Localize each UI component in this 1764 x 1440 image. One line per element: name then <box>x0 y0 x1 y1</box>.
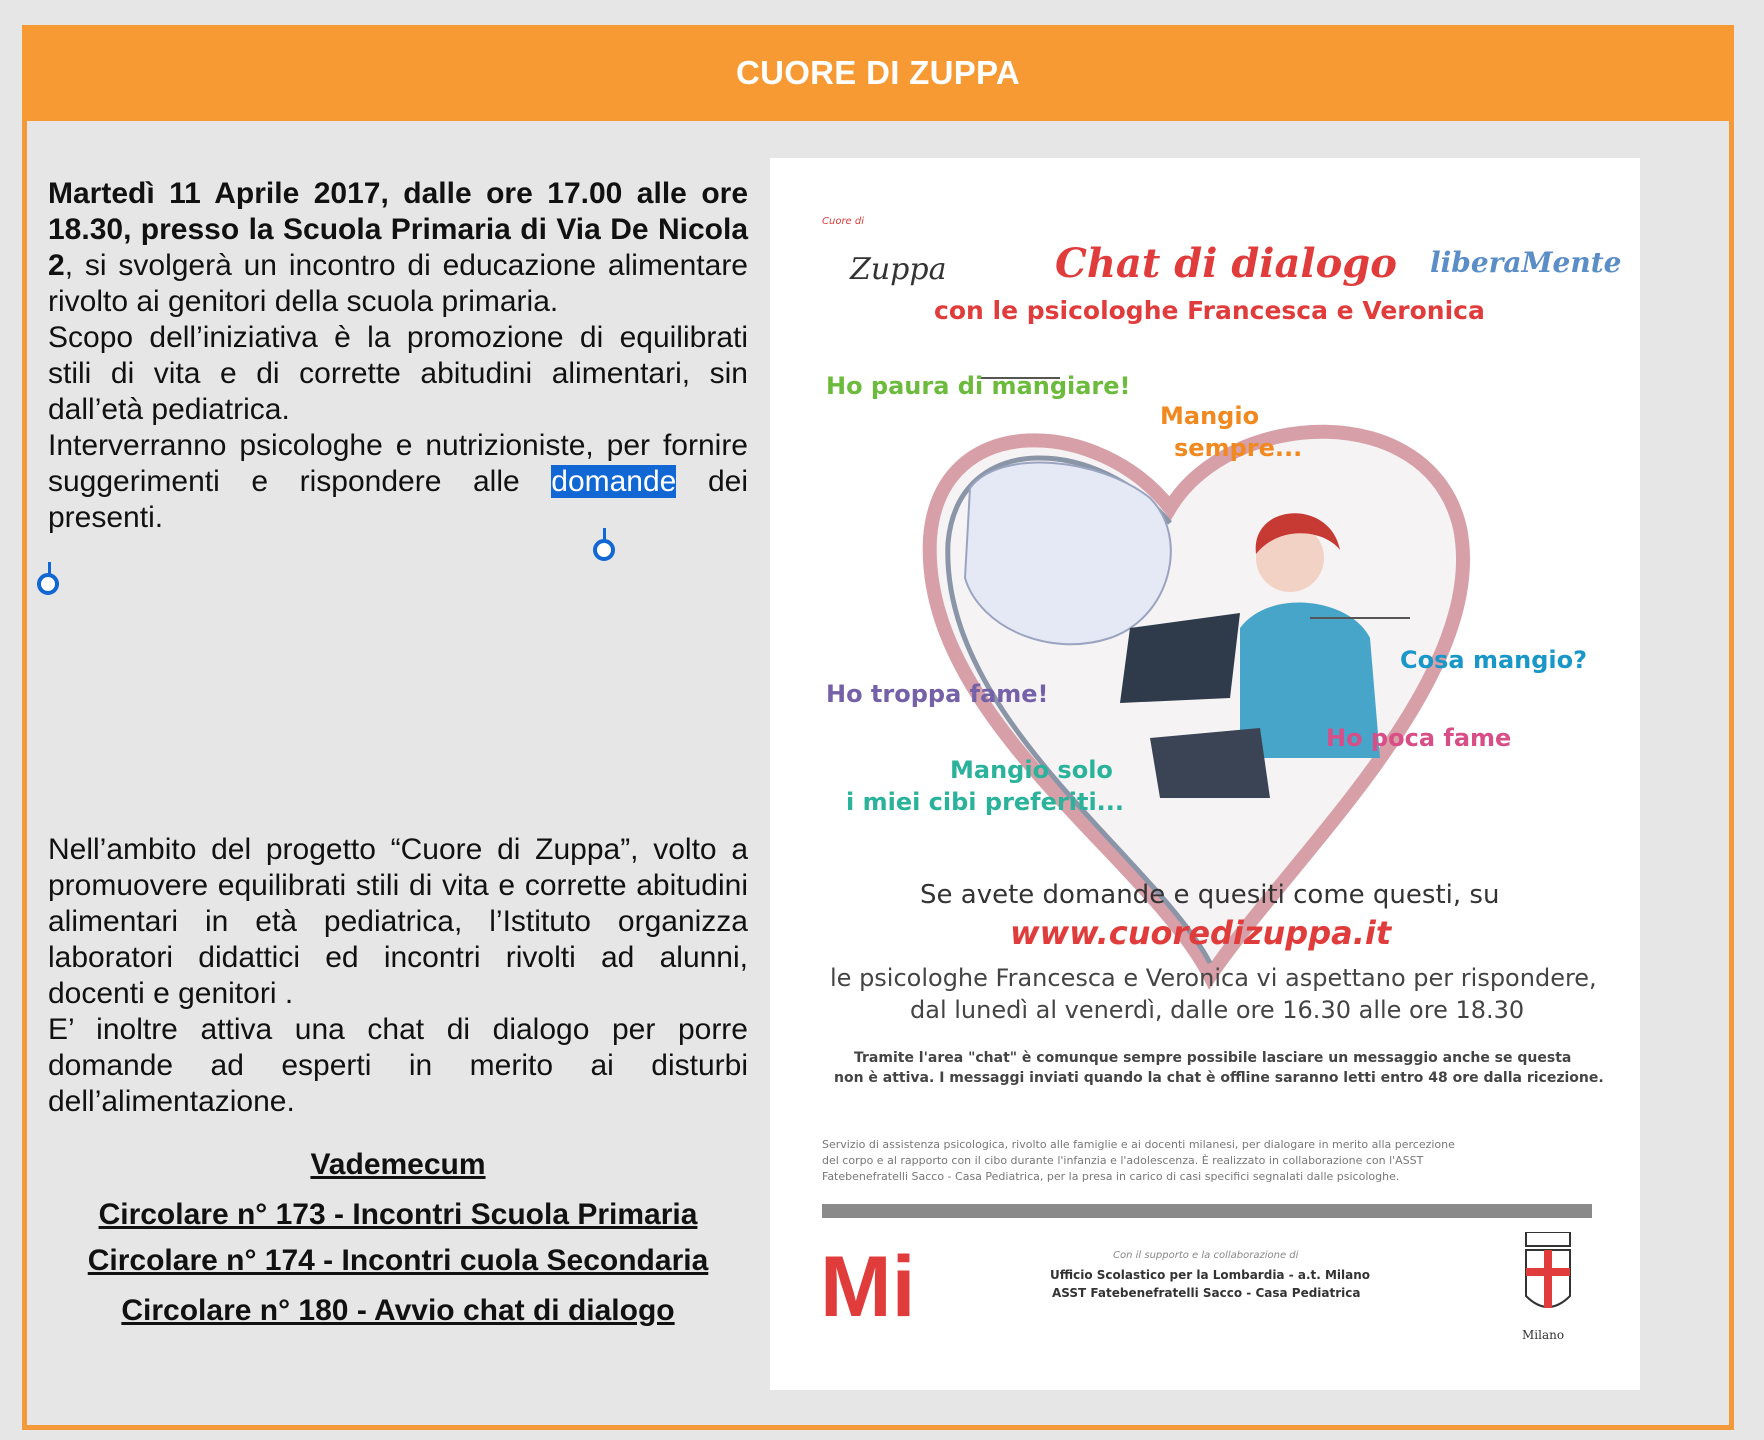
logo-mi: Mi <box>820 1239 916 1335</box>
link-vademecum[interactable]: Vademecum <box>310 1148 486 1181</box>
speech-bubble <box>965 463 1171 645</box>
poster-office-1: Ufficio Scolastico per la Lombardia - a.t. Milano <box>1050 1268 1371 1282</box>
text-selection[interactable]: domande <box>551 465 677 498</box>
link-circolare-180[interactable]: Circolare n° 180 - Avvio chat di dialogo <box>121 1294 675 1327</box>
poster-reply-2: dal lunedì al venerdì, dalle ore 16.30 alle ore 18.30 <box>910 996 1525 1024</box>
project-paragraph-2: E’ inoltre attiva una chat di dialogo per porre domande ad esperti in merito ai disturbi dell’alimentazione. <box>48 1013 748 1118</box>
question-6a: Mangio solo <box>950 756 1113 784</box>
logo-cuore-text: Cuore di <box>822 216 865 227</box>
document-links <box>48 1148 748 1328</box>
question-4: Ho troppa fame! <box>826 680 1049 708</box>
section-title: CUORE DI ZUPPA <box>735 54 1021 91</box>
milano-crest-icon <box>1520 1232 1576 1322</box>
logo-zuppa-text: Zuppa <box>850 252 947 287</box>
selection-start-handle[interactable] <box>37 573 59 595</box>
poster-title: Chat di dialogo <box>1055 240 1397 287</box>
poster-chat-note-1: Tramite l'area "chat" è comunque sempre possibile lasciare un messaggio anche se questa <box>854 1050 1572 1066</box>
poster-office-2: ASST Fatebenefratelli Sacco - Casa Pediatrica <box>1052 1286 1361 1300</box>
intro-paragraph-2: Scopo dell’iniziativa è la promozione di equilibrati stili di vita e di corrette abitudini alimentari, sin dall’età pediatrica. <box>48 321 748 426</box>
project-paragraph-1: Nell’ambito del progetto “Cuore di Zuppa”, volto a promuovere equilibrati stili di vita e corrette abitudini alimentari in età pediatrica, l’Istituto organizza laboratori didattici ed incontri rivolti ad alunni, docenti e genitori . <box>48 833 748 1010</box>
poster-reply-1: le psicologhe Francesca e Veronica vi aspettano per rispondere, <box>830 964 1597 992</box>
question-2a: Mangio <box>1160 402 1260 430</box>
poster-url: www.cuoredizuppa.it <box>1010 914 1392 952</box>
intro-paragraph-3: Interverranno psicologhe e nutrizioniste, per fornire suggerimenti e rispondere alle domande dei presenti. <box>48 429 749 534</box>
intro-paragraph-1 <box>48 176 748 320</box>
event-details: Martedì 11 Aprile 2017, dalle ore 17.00 alle ore 18.30, presso la Scuola Primaria di Via De Nicola 2 <box>48 177 748 282</box>
event-description: , si svolgerà un incontro di educazione alimentare rivolto ai genitori della scuola primaria. <box>48 249 748 318</box>
poster-service-2: del corpo e al rapporto con il cibo durante l'infanzia e l'adolescenza. È realizzato in collaborazione con l'ASST <box>822 1154 1424 1167</box>
link-circolare-173[interactable]: Circolare n° 173 - Incontri Scuola Primaria <box>98 1198 698 1231</box>
question-3: Cosa mangio? <box>1400 646 1588 674</box>
question-1: Ho paura di mangiare! <box>826 372 1131 400</box>
question-2b: sempre... <box>1174 434 1303 462</box>
poster-ask: Se avete domande e quesiti come questi, su <box>920 880 1500 910</box>
intro-text <box>48 176 748 536</box>
poster-service-1: Servizio di assistenza psicologica, rivolto alle famiglie e ai docenti milanesi, per dialogare in merito alla percezione <box>822 1138 1455 1151</box>
selection-end-handle[interactable] <box>593 539 615 561</box>
section-header <box>22 25 1734 121</box>
poster-support: Con il supporto e la collaborazione di <box>1113 1250 1299 1261</box>
question-5: Ho poca fame <box>1326 724 1512 752</box>
poster-chat-note-2: non è attiva. I messaggi inviati quando la chat è offline saranno letti entro 48 ore dalla ricezione. <box>834 1070 1604 1086</box>
link-circolare-174[interactable]: Circolare n° 174 - Incontri cuola Secondaria <box>87 1244 709 1277</box>
logo-liberamente: liberaMente <box>1430 246 1622 279</box>
poster-milano: Milano <box>1522 1328 1565 1342</box>
project-text <box>48 832 748 1120</box>
poster-divider-bar <box>822 1204 1592 1218</box>
event-poster <box>770 158 1640 1390</box>
poster-service-3: Fatebenefratelli Sacco - Casa Pediatrica, per la presa in carico di casi specifici segnalati dalle psicologhe. <box>822 1170 1400 1183</box>
question-6b: i miei cibi preferiti... <box>846 788 1125 816</box>
laptop-2 <box>1150 728 1270 798</box>
poster-subtitle: con le psicologhe Francesca e Veronica <box>934 296 1485 325</box>
